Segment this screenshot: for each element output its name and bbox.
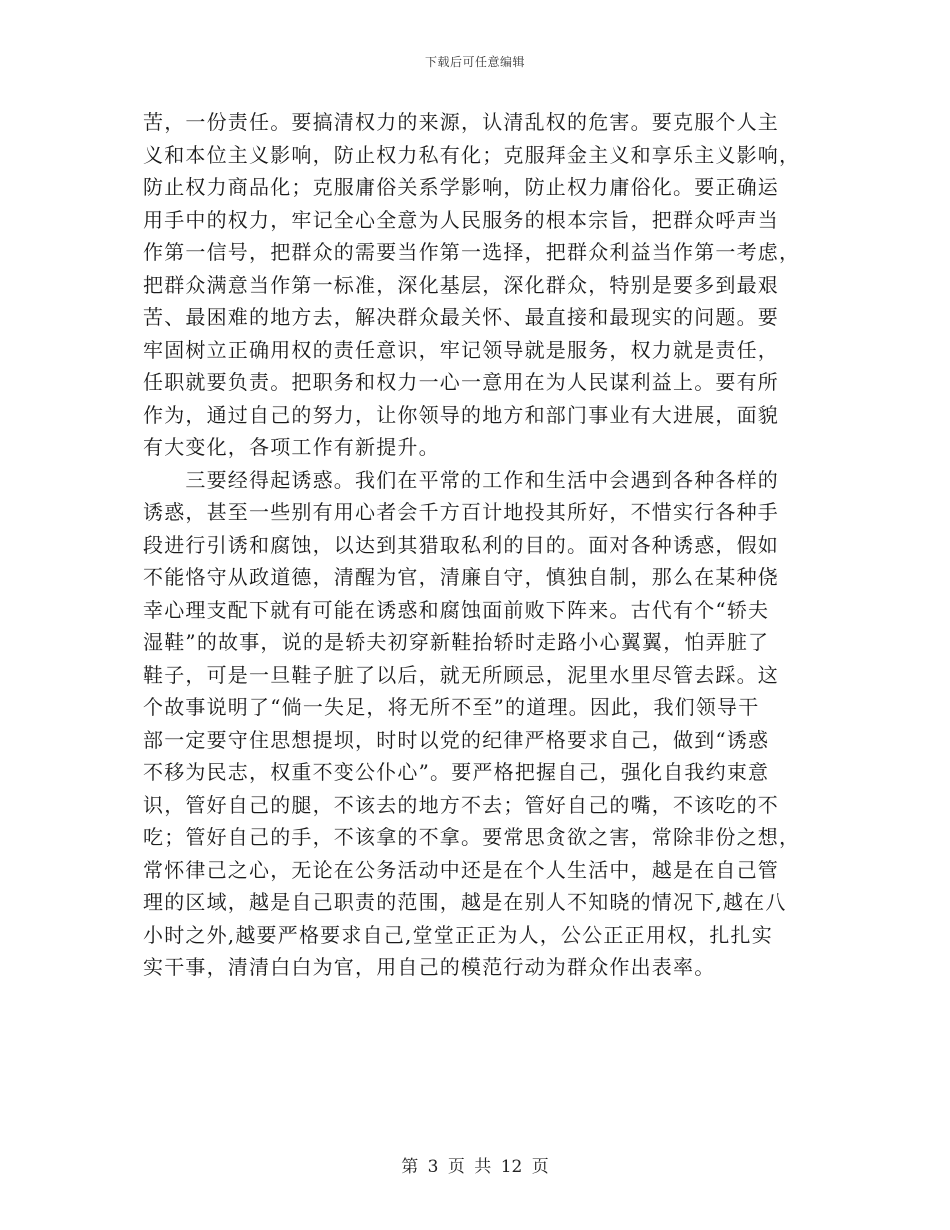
text-line: 常怀律己之心，无论在公务活动中还是在个人生活中，越是在自己管 — [143, 857, 779, 882]
document-body — [143, 106, 811, 984]
text-line: 吃；管好自己的手，不该拿的不拿。要常思贪欲之害，常除非份之想， — [143, 825, 801, 849]
text-line: 识，管好自己的腿，不该去的地方不去；管好自己的嘴，不该吃的不 — [143, 792, 779, 817]
text-line: 用手中的权力，牢记全心全意为人民服务的根本宗旨，把群众呼声当 — [143, 207, 779, 232]
text-line: 不移为民志，权重不变公仆心”。要严格把握自己，强化自我约束意 — [143, 760, 770, 784]
text-line: 小时之外,越要严格要求自己,堂堂正正为人，公公正正用权，扎扎实 — [143, 922, 773, 947]
text-line: 有大变化，各项工作有新提升。 — [143, 435, 440, 459]
text-line: 作为，通过自己的努力，让你领导的地方和部门事业有大进展，面貌 — [143, 402, 779, 427]
text-line: 幸心理支配下就有可能在诱惑和腐蚀面前败下阵来。古代有个“轿夫 — [143, 597, 770, 622]
text-line: 个故事说明了“倘一失足，将无所不至”的道理。因此，我们领导干 — [143, 695, 760, 719]
text-line: 实干事，清清白白为官，用自己的模范行动为群众作出表率。 — [143, 955, 716, 979]
text-line: 湿鞋”的故事，说的是轿夫初穿新鞋抬轿时走路小心翼翼，怕弄脏了 — [143, 630, 770, 654]
text-line: 苦、最困难的地方去，解决群众最关怀、最直接和最现实的问题。要 — [143, 305, 779, 329]
text-line: 鞋子，可是一旦鞋子脏了以后，就无所顾忌，泥里水里尽管去踩。这 — [143, 662, 779, 687]
paragraph-start-line: 三要经得起诱惑。我们在平常的工作和生活中会遇到各种各样的 — [143, 467, 779, 492]
text-line: 苦，一份责任。要搞清权力的来源，认清乱权的危害。要克服个人主 — [143, 110, 779, 134]
page-number: 第 3 页 共 12 页 — [401, 1157, 549, 1177]
page-header-note: 下载后可任意编辑 — [424, 55, 525, 69]
text-line: 把群众满意当作第一标准，深化基层，深化群众，特别是要多到最艰 — [143, 272, 779, 297]
text-line: 不能恪守从政道德，清醒为官，清廉自守，慎独自制，那么在某种侥 — [143, 565, 779, 589]
text-line: 义和本位主义影响，防止权力私有化；克服拜金主义和享乐主义影响， — [143, 142, 801, 167]
text-line: 防止权力商品化；克服庸俗关系学影响，防止权力庸俗化。要正确运 — [143, 175, 779, 199]
text-line: 任职就要负责。把职务和权力一心一意用在为人民谋利益上。要有所 — [143, 370, 779, 394]
text-line: 段进行引诱和腐蚀，以达到其猎取私利的目的。面对各种诱惑，假如 — [143, 532, 779, 557]
text-line: 部一定要守住思想提坝，时时以党的纪律严格要求自己，做到“诱惑 — [143, 727, 770, 752]
text-line: 作第一信号，把群众的需要当作第一选择，把群众利益当作第一考虑， — [143, 240, 801, 264]
text-line: 牢固树立正确用权的责任意识，牢记领导就是服务，权力就是责任， — [143, 337, 779, 362]
text-line: 诱惑，甚至一些别有用心者会千方百计地投其所好，不惜实行各种手 — [143, 500, 779, 524]
text-line: 理的区域，越是自己职责的范围，越是在别人不知晓的情况下,越在八 — [143, 890, 787, 914]
